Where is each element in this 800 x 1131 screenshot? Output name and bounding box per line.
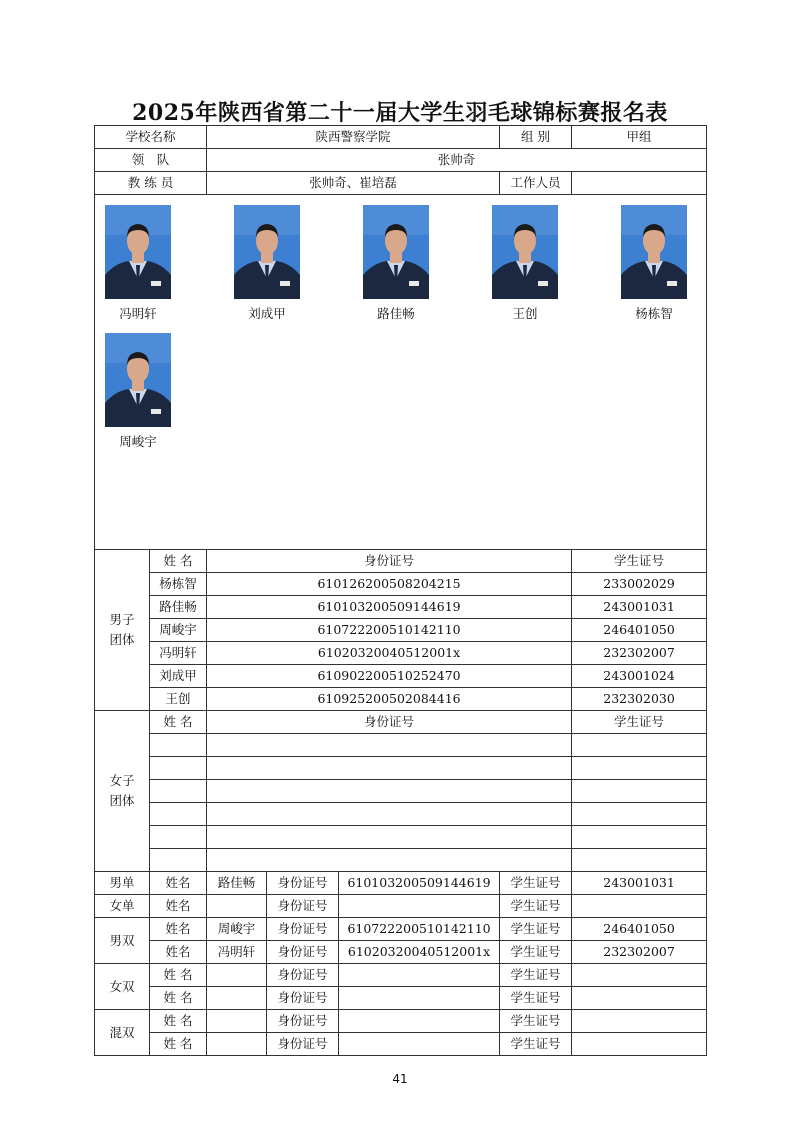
athlete-photo — [105, 333, 171, 427]
mens-team-label-line1: 男子 — [109, 612, 135, 627]
form-title: 2025年陕西省第二十一届大学生羽毛球锦标赛报名表 — [132, 100, 668, 126]
coach-value: 张帅奇、崔培磊 — [207, 172, 500, 195]
player-name: 冯明轩 — [150, 642, 207, 665]
student-label: 学生证号 — [500, 941, 572, 964]
player-name: 冯明轩 — [207, 941, 267, 964]
player-id: 610103200509144619 — [207, 596, 572, 619]
player-name: 杨栋智 — [150, 573, 207, 596]
id-label: 身份证号 — [267, 918, 339, 941]
school-row — [95, 126, 707, 149]
empty-row — [95, 757, 707, 780]
womens-doubles-label: 女双 — [95, 964, 150, 1010]
student-label: 学生证号 — [500, 872, 572, 895]
name-label: 姓 名 — [150, 1010, 207, 1033]
name-label: 姓名 — [150, 941, 207, 964]
mens-team-label — [95, 550, 150, 711]
table-row — [95, 619, 707, 642]
athlete-card — [95, 205, 189, 324]
player-student-id: 232302007 — [572, 941, 707, 964]
player-student-id: 233002029 — [572, 573, 707, 596]
coach-row — [95, 172, 707, 195]
table-row — [95, 573, 707, 596]
player-name: 周峻宇 — [207, 918, 267, 941]
leader-label: 领 队 — [95, 149, 207, 172]
empty-row — [95, 826, 707, 849]
student-label: 学生证号 — [500, 895, 572, 918]
student-label: 学生证号 — [500, 987, 572, 1010]
player-id: 61020320040512001x — [207, 642, 572, 665]
player-student-id: 243001031 — [572, 872, 707, 895]
leader-value: 张帅奇 — [207, 149, 707, 172]
student-label: 学生证号 — [500, 964, 572, 987]
player-student-id: 232302007 — [572, 642, 707, 665]
mens-singles-label: 男单 — [95, 872, 150, 895]
name-label: 姓 名 — [150, 987, 207, 1010]
athlete-card — [95, 333, 189, 452]
player-student-id: 243001024 — [572, 665, 707, 688]
mens-doubles-row — [95, 918, 707, 941]
player-student-id: 246401050 — [572, 619, 707, 642]
registration-form — [94, 125, 707, 1056]
athlete-name: 冯明轩 — [119, 306, 157, 321]
name-label: 姓名 — [150, 895, 207, 918]
womens-team-label — [95, 711, 150, 872]
player-student-id: 243001031 — [572, 596, 707, 619]
mens-team-header — [95, 550, 707, 573]
athlete-name: 王创 — [512, 306, 538, 321]
player-name: 周峻宇 — [150, 619, 207, 642]
leader-row — [95, 149, 707, 172]
mixed-doubles-row — [95, 1033, 707, 1056]
athlete-card — [475, 205, 575, 324]
player-id: 610722200510142110 — [207, 619, 572, 642]
player-student-id: 232302030 — [572, 688, 707, 711]
athlete-card — [217, 205, 317, 324]
athlete-name: 刘成甲 — [248, 306, 286, 321]
player-id: 610103200509144619 — [339, 872, 500, 895]
student-label: 学生证号 — [500, 1010, 572, 1033]
col-id-header: 身份证号 — [207, 550, 572, 573]
player-name: 路佳畅 — [207, 872, 267, 895]
student-label: 学生证号 — [500, 1033, 572, 1056]
empty-row — [95, 734, 707, 757]
id-label: 身份证号 — [267, 964, 339, 987]
athlete-photo-grid — [95, 195, 707, 549]
table-row — [95, 665, 707, 688]
womens-singles-label: 女单 — [95, 895, 150, 918]
table-row — [95, 642, 707, 665]
name-label: 姓名 — [150, 872, 207, 895]
athlete-photo — [492, 205, 558, 299]
empty-row — [95, 780, 707, 803]
athlete-card — [346, 205, 446, 324]
player-id: 610722200510142110 — [339, 918, 500, 941]
col-id-header: 身份证号 — [207, 711, 572, 734]
school-value: 陕西警察学院 — [207, 126, 500, 149]
player-student-id: 246401050 — [572, 918, 707, 941]
table-row — [95, 596, 707, 619]
athlete-photo — [105, 205, 171, 299]
id-label: 身份证号 — [267, 872, 339, 895]
womens-team-header — [95, 711, 707, 734]
id-label: 身份证号 — [267, 941, 339, 964]
id-label: 身份证号 — [267, 987, 339, 1010]
athlete-name: 杨栋智 — [635, 306, 673, 321]
player-id: 61020320040512001x — [339, 941, 500, 964]
athlete-card — [604, 205, 704, 324]
athlete-name: 路佳畅 — [377, 306, 415, 321]
table-row — [95, 688, 707, 711]
page-number: 41 — [392, 1072, 408, 1086]
id-label: 身份证号 — [267, 895, 339, 918]
col-name-header: 姓 名 — [150, 711, 207, 734]
col-student-header: 学生证号 — [572, 711, 707, 734]
staff-label: 工作人员 — [500, 172, 572, 195]
id-label: 身份证号 — [267, 1010, 339, 1033]
womens-doubles-row — [95, 987, 707, 1010]
athlete-photo — [234, 205, 300, 299]
womens-team-label-line2: 团体 — [109, 793, 135, 808]
mens-singles-row — [95, 872, 707, 895]
player-id: 610902200510252470 — [207, 665, 572, 688]
mens-team-label-line2: 团体 — [109, 632, 135, 647]
player-id: 610925200502084416 — [207, 688, 572, 711]
womens-singles-row — [95, 895, 707, 918]
student-label: 学生证号 — [500, 918, 572, 941]
athlete-name: 周峻宇 — [119, 434, 157, 449]
group-label: 组 别 — [500, 126, 572, 149]
mens-doubles-row — [95, 941, 707, 964]
name-label: 姓 名 — [150, 1033, 207, 1056]
empty-row — [95, 803, 707, 826]
col-name-header: 姓 名 — [150, 550, 207, 573]
mens-doubles-label: 男双 — [95, 918, 150, 964]
id-label: 身份证号 — [267, 1033, 339, 1056]
womens-team-label-line1: 女子 — [109, 773, 135, 788]
school-label: 学校名称 — [95, 126, 207, 149]
staff-value — [572, 172, 707, 195]
player-id: 610126200508204215 — [207, 573, 572, 596]
mixed-doubles-label: 混双 — [95, 1010, 150, 1056]
col-student-header: 学生证号 — [572, 550, 707, 573]
athlete-photo — [621, 205, 687, 299]
coach-label: 教 练 员 — [95, 172, 207, 195]
name-label: 姓名 — [150, 918, 207, 941]
empty-row — [95, 849, 707, 872]
player-name: 刘成甲 — [150, 665, 207, 688]
womens-doubles-row — [95, 964, 707, 987]
photos-row — [95, 195, 707, 550]
player-name: 路佳畅 — [150, 596, 207, 619]
group-value: 甲组 — [572, 126, 707, 149]
athlete-photo — [363, 205, 429, 299]
photos-cell — [95, 195, 707, 550]
mixed-doubles-row — [95, 1010, 707, 1033]
name-label: 姓 名 — [150, 964, 207, 987]
player-name: 王创 — [150, 688, 207, 711]
